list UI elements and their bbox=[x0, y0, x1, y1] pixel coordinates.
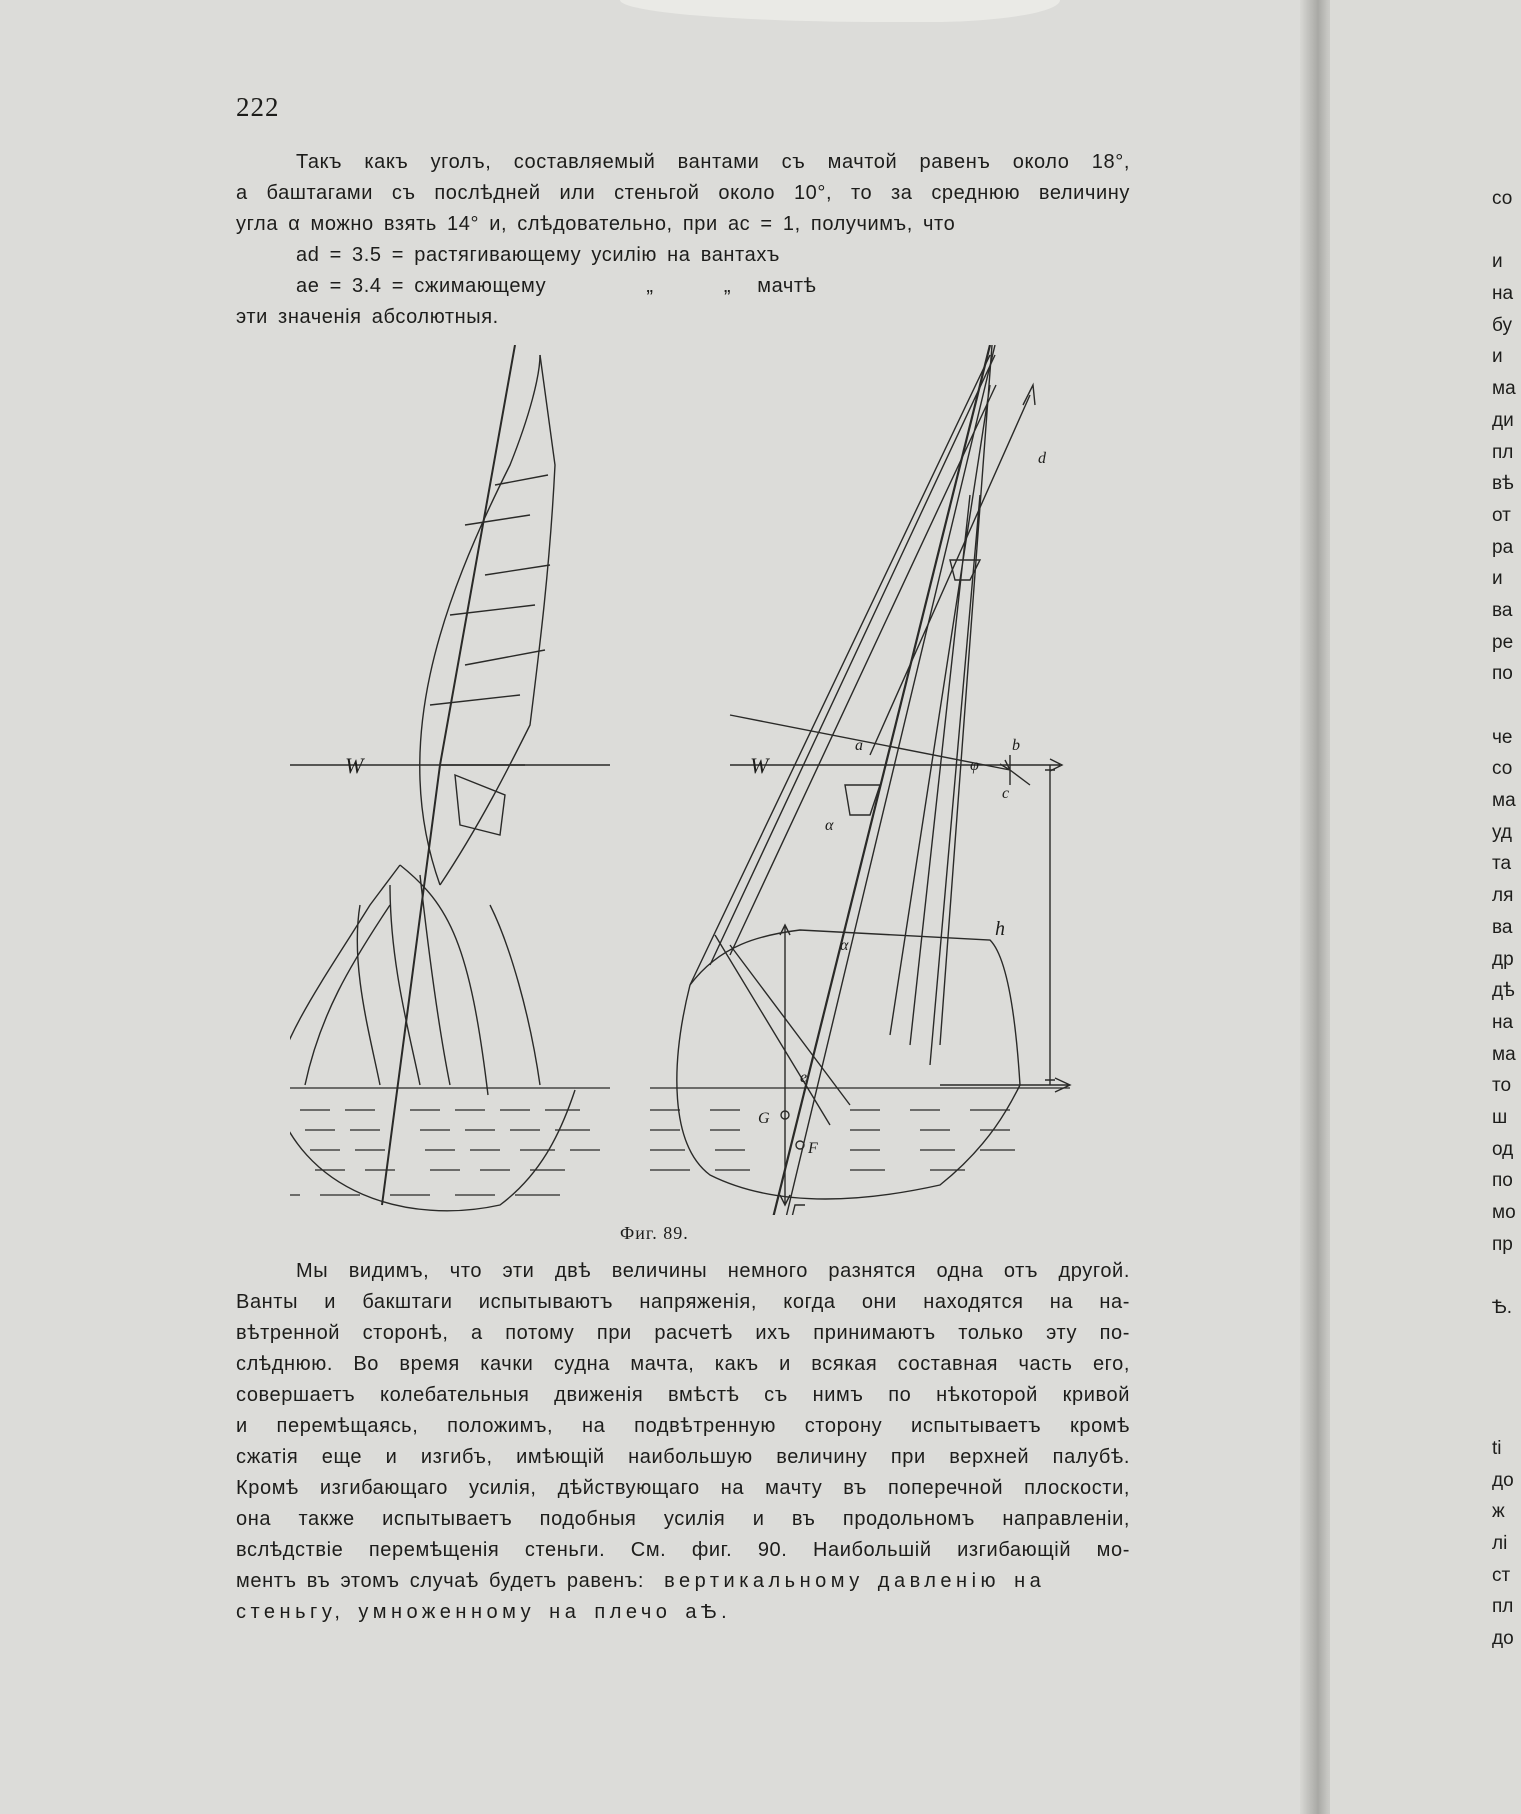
intro-line: а баштагами съ послѣдней или стеньгой около 10°, то за среднюю величину bbox=[236, 182, 1130, 204]
right-fragment: вѣ bbox=[1492, 473, 1514, 495]
right-fragment: ш bbox=[1492, 1106, 1508, 1128]
intro-closing: эти значенія абсолютныя. bbox=[236, 306, 499, 328]
body-line: Ванты и бакштаги испытываютъ напряженія, когда они находятся на на- bbox=[236, 1291, 1130, 1313]
right-fragment bbox=[1492, 215, 1521, 247]
right-fragment: ва bbox=[1492, 599, 1513, 621]
body-line: Мы видимъ, что эти двѣ величины немного разнятся одна отъ другой. bbox=[296, 1260, 1130, 1282]
right-fragment: мо bbox=[1492, 1202, 1516, 1223]
formula-ae-end: мачтѣ bbox=[757, 275, 817, 297]
left-sail-patch bbox=[455, 775, 505, 835]
right-hull-top bbox=[690, 930, 1020, 1085]
right-fragment: Ѣ. bbox=[1492, 1297, 1513, 1319]
right-stays bbox=[715, 935, 850, 1125]
right-fragment: ля bbox=[1492, 885, 1514, 907]
right-fragment: и bbox=[1492, 568, 1503, 590]
right-fragment: пр bbox=[1492, 1233, 1513, 1255]
right-fragment: ди bbox=[1492, 409, 1514, 431]
right-fragment: лі bbox=[1492, 1533, 1508, 1555]
right-fragment: ti bbox=[1492, 1438, 1502, 1459]
right-fragment: од bbox=[1492, 1138, 1514, 1160]
right-fragment: по bbox=[1492, 663, 1513, 685]
right-keel bbox=[790, 1205, 805, 1215]
right-fragment: че bbox=[1492, 726, 1513, 748]
page-number: 222 bbox=[236, 92, 280, 122]
body-line-emphasis bbox=[236, 1566, 1130, 1597]
right-fragment: до bbox=[1492, 1628, 1514, 1650]
right-fragment: и bbox=[1492, 346, 1503, 368]
right-fragment: и bbox=[1492, 251, 1503, 273]
right-fragment: ма bbox=[1492, 790, 1516, 812]
figure-caption: Фиг. 89. bbox=[620, 1223, 689, 1243]
point-c-label: c bbox=[1002, 785, 1010, 802]
intro-line: угла α можно взять 14° и, слѣдовательно, при ac = 1, получимъ, что bbox=[236, 213, 956, 235]
right-fragment: на bbox=[1492, 283, 1514, 305]
g-label: G bbox=[758, 1110, 770, 1127]
right-fragment: ра bbox=[1492, 536, 1514, 558]
right-fragment: ре bbox=[1492, 631, 1514, 653]
right-fragment: со bbox=[1492, 758, 1513, 780]
point-e-label: e bbox=[800, 1069, 808, 1086]
body-paragraph bbox=[236, 1256, 1130, 1628]
right-page-text-lower bbox=[1492, 1433, 1521, 1655]
spaced-emphasis-end: стеньгу, умноженному на плечо aѢ. bbox=[236, 1601, 732, 1623]
body-line: сжатія еще и изгибъ, имѣющій наибольшую величину при верхней палубѣ. bbox=[236, 1446, 1130, 1468]
right-fragment: со bbox=[1492, 188, 1513, 209]
phi-mark bbox=[1010, 755, 1030, 785]
right-fragment: ва bbox=[1492, 916, 1513, 938]
left-hull-side bbox=[400, 865, 488, 1095]
formula-ae-text: ae = 3.4 = сжимающему bbox=[296, 275, 547, 297]
right-fragment: по bbox=[1492, 1170, 1513, 1192]
right-fragment: ма bbox=[1492, 378, 1516, 400]
alpha-label-2: α bbox=[840, 937, 849, 954]
right-fragment: от bbox=[1492, 504, 1511, 526]
w-label-right: W bbox=[750, 753, 769, 778]
right-fragment: ж bbox=[1492, 1501, 1505, 1523]
body-line: совершаетъ колебательныя движенія вмѣстѣ съ нимъ по нѣкоторой кривой bbox=[236, 1384, 1130, 1406]
f-label: F bbox=[808, 1140, 818, 1157]
body-line: Кромѣ изгибающаго усилія, дѣйствующаго на мачту въ поперечной плоскости, bbox=[236, 1477, 1130, 1499]
ditto-mark: „ bbox=[723, 275, 732, 297]
right-fragment: бу bbox=[1492, 314, 1512, 336]
w-label-left: W bbox=[345, 753, 364, 778]
vertical-force bbox=[780, 925, 790, 1205]
figure-89-diagram bbox=[290, 345, 1140, 1215]
left-sail-curves bbox=[357, 875, 450, 1085]
phi-label: φ bbox=[970, 757, 979, 774]
body-line-start: ментъ въ этомъ случаѣ будетъ равенъ: bbox=[236, 1570, 644, 1592]
left-hull-lines bbox=[305, 905, 540, 1085]
right-fragment: пл bbox=[1492, 1596, 1514, 1618]
right-fragment: уд bbox=[1492, 821, 1512, 843]
body-line: вслѣдствіе перемѣщенія стеньги. См. фиг. 90. Наибольшій изгибающій мо- bbox=[236, 1539, 1130, 1561]
right-hull bbox=[677, 985, 1020, 1199]
right-fragment bbox=[1492, 690, 1521, 722]
right-fragment: ст bbox=[1492, 1564, 1511, 1586]
left-yacht bbox=[290, 345, 575, 1211]
right-fragment: ма bbox=[1492, 1043, 1516, 1065]
intro-paragraph bbox=[236, 147, 1130, 333]
left-sail-leech bbox=[440, 355, 555, 885]
right-fragment: то bbox=[1492, 1075, 1512, 1097]
right-fragment: др bbox=[1492, 948, 1514, 970]
point-b-label: b bbox=[1012, 737, 1020, 754]
left-sail-edge bbox=[420, 355, 540, 885]
right-fragment bbox=[1492, 1260, 1521, 1292]
right-fragment: дѣ bbox=[1492, 980, 1515, 1002]
intro-line: Такъ какъ уголъ, составляемый вантами съ мачтой равенъ около 18°, bbox=[296, 151, 1130, 173]
right-fragment: та bbox=[1492, 853, 1512, 875]
formula-ad: ad = 3.5 = растягивающему усилію на вантахъ bbox=[296, 244, 781, 266]
spaced-emphasis: вертикальному давленію на bbox=[664, 1570, 1046, 1592]
right-shrouds-back bbox=[890, 345, 992, 1065]
force-line-ab bbox=[730, 715, 1010, 770]
body-line: слѣднюю. Во время качки судна мачта, какъ и всякая составная часть его, bbox=[236, 1353, 1130, 1375]
right-fragment: на bbox=[1492, 1011, 1514, 1033]
h-label: h bbox=[995, 918, 1005, 940]
point-d-label: d bbox=[1038, 450, 1046, 467]
ditto-mark: „ bbox=[646, 275, 654, 297]
right-water bbox=[650, 1088, 1070, 1170]
right-page-text-upper bbox=[1492, 183, 1521, 1324]
body-line: и перемѣщаясь, положимъ, на подвѣтренную сторону испытываетъ кромѣ bbox=[236, 1415, 1130, 1437]
right-shrouds-front bbox=[690, 355, 996, 985]
alpha-label-1: α bbox=[825, 817, 834, 834]
left-water bbox=[290, 1088, 610, 1195]
formula-ae bbox=[236, 271, 1130, 302]
point-a-label: a bbox=[855, 737, 863, 754]
right-fragment: до bbox=[1492, 1469, 1514, 1491]
body-line: вѣтренной сторонѣ, а потому при расчетѣ ихъ принимаютъ только эту по- bbox=[236, 1322, 1130, 1344]
h-dimension bbox=[1045, 765, 1055, 1085]
right-fragment: пл bbox=[1492, 441, 1514, 463]
body-line: она также испытываетъ подобныя усилія и въ продольномъ направленіи, bbox=[236, 1508, 1130, 1530]
